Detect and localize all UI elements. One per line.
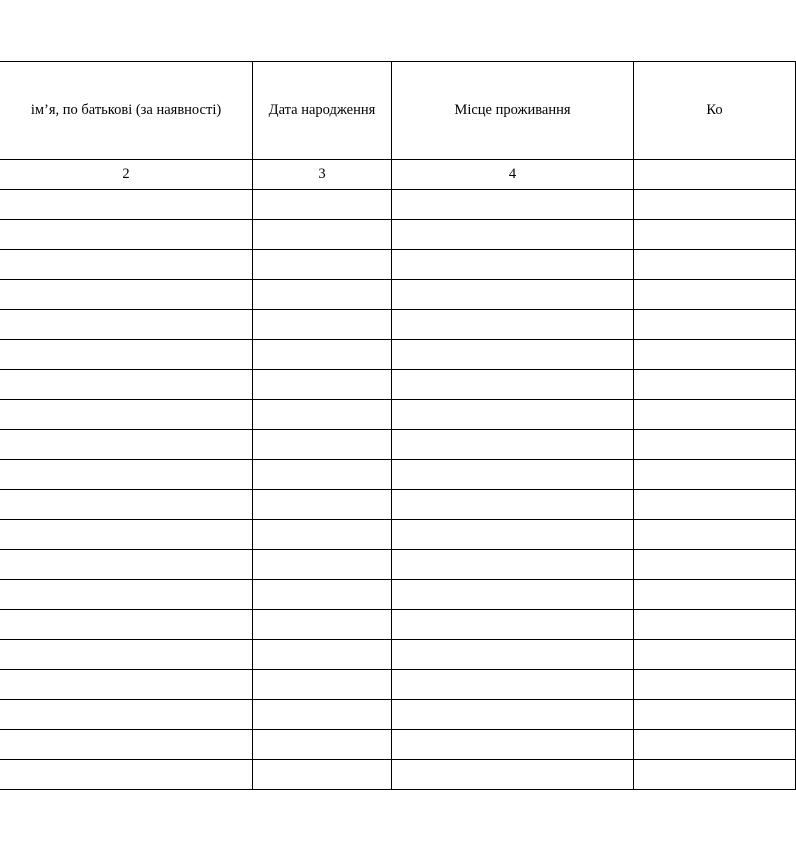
column-number-2: 2 bbox=[0, 160, 253, 190]
table-cell[interactable] bbox=[253, 400, 392, 430]
table-header-row bbox=[0, 62, 796, 160]
table-cell[interactable] bbox=[392, 370, 634, 400]
table-cell[interactable] bbox=[392, 310, 634, 340]
table-cell[interactable] bbox=[392, 520, 634, 550]
table-cell[interactable] bbox=[253, 730, 392, 760]
table-cell[interactable] bbox=[0, 550, 253, 580]
header-name-cell: ім’я, по батькові (за наявності) bbox=[0, 62, 253, 160]
table-row bbox=[0, 730, 796, 760]
table-cell[interactable] bbox=[0, 190, 253, 220]
table-row bbox=[0, 640, 796, 670]
table-row bbox=[0, 400, 796, 430]
table-cell[interactable] bbox=[634, 460, 796, 490]
table-cell[interactable] bbox=[253, 460, 392, 490]
table-cell[interactable] bbox=[392, 580, 634, 610]
header-birthdate-cell: Дата народження bbox=[253, 62, 392, 160]
table-cell[interactable] bbox=[0, 340, 253, 370]
table-cell[interactable] bbox=[634, 760, 796, 790]
table-cell[interactable] bbox=[634, 310, 796, 340]
table-cell[interactable] bbox=[392, 640, 634, 670]
table-cell[interactable] bbox=[0, 700, 253, 730]
table-cell[interactable] bbox=[392, 340, 634, 370]
table-cell[interactable] bbox=[634, 430, 796, 460]
table-cell[interactable] bbox=[253, 670, 392, 700]
table-cell[interactable] bbox=[0, 430, 253, 460]
table-row bbox=[0, 460, 796, 490]
table-cell[interactable] bbox=[392, 250, 634, 280]
table-cell[interactable] bbox=[0, 400, 253, 430]
table-cell[interactable] bbox=[392, 670, 634, 700]
column-number-5 bbox=[634, 160, 796, 190]
table-row bbox=[0, 280, 796, 310]
table-cell[interactable] bbox=[253, 280, 392, 310]
table-cell[interactable] bbox=[392, 610, 634, 640]
table-cell[interactable] bbox=[253, 610, 392, 640]
table-cell[interactable] bbox=[0, 760, 253, 790]
table-cell[interactable] bbox=[634, 280, 796, 310]
table-row bbox=[0, 580, 796, 610]
table-row bbox=[0, 220, 796, 250]
table-cell[interactable] bbox=[253, 640, 392, 670]
table-row bbox=[0, 550, 796, 580]
table-cell[interactable] bbox=[253, 760, 392, 790]
table-cell[interactable] bbox=[392, 460, 634, 490]
table-cell[interactable] bbox=[634, 670, 796, 700]
table-cell[interactable] bbox=[253, 490, 392, 520]
table-cell[interactable] bbox=[392, 700, 634, 730]
table-row bbox=[0, 190, 796, 220]
table-cell[interactable] bbox=[0, 490, 253, 520]
table-cell[interactable] bbox=[392, 280, 634, 310]
table-cell[interactable] bbox=[253, 520, 392, 550]
table-row bbox=[0, 340, 796, 370]
table-cell[interactable] bbox=[0, 580, 253, 610]
table-cell[interactable] bbox=[392, 190, 634, 220]
table-cell[interactable] bbox=[392, 400, 634, 430]
column-number-3: 3 bbox=[253, 160, 392, 190]
table-row bbox=[0, 370, 796, 400]
header-residence-cell: Місце проживання bbox=[392, 62, 634, 160]
table-cell[interactable] bbox=[253, 250, 392, 280]
table-row bbox=[0, 490, 796, 520]
table-cell[interactable] bbox=[392, 760, 634, 790]
registry-table bbox=[0, 61, 796, 790]
table-cell[interactable] bbox=[634, 190, 796, 220]
table-cell[interactable] bbox=[253, 370, 392, 400]
table-cell[interactable] bbox=[634, 370, 796, 400]
table-cell[interactable] bbox=[0, 670, 253, 700]
table-cell[interactable] bbox=[634, 730, 796, 760]
table-cell[interactable] bbox=[634, 520, 796, 550]
table-row bbox=[0, 700, 796, 730]
table-cell[interactable] bbox=[634, 490, 796, 520]
header-truncated-cell: Ко bbox=[634, 62, 796, 160]
table-cell[interactable] bbox=[0, 310, 253, 340]
table-cell[interactable] bbox=[392, 730, 634, 760]
table-cell[interactable] bbox=[634, 640, 796, 670]
table-row bbox=[0, 610, 796, 640]
column-number-4: 4 bbox=[392, 160, 634, 190]
table-cell[interactable] bbox=[253, 430, 392, 460]
table-cell[interactable] bbox=[634, 340, 796, 370]
table-cell[interactable] bbox=[0, 370, 253, 400]
table-cell[interactable] bbox=[253, 550, 392, 580]
table-row bbox=[0, 310, 796, 340]
table-row bbox=[0, 430, 796, 460]
table-cell[interactable] bbox=[0, 280, 253, 310]
table-cell[interactable] bbox=[392, 490, 634, 520]
table-cell[interactable] bbox=[634, 250, 796, 280]
table-cell[interactable] bbox=[392, 550, 634, 580]
table-row bbox=[0, 760, 796, 790]
table-cell[interactable] bbox=[253, 580, 392, 610]
table-cell[interactable] bbox=[0, 460, 253, 490]
table-cell[interactable] bbox=[0, 520, 253, 550]
table-row bbox=[0, 520, 796, 550]
table-cell[interactable] bbox=[253, 340, 392, 370]
table-cell[interactable] bbox=[0, 250, 253, 280]
column-number-row bbox=[0, 160, 796, 190]
table-cell[interactable] bbox=[253, 310, 392, 340]
table-cell[interactable] bbox=[634, 550, 796, 580]
table-cell[interactable] bbox=[253, 700, 392, 730]
table-cell[interactable] bbox=[253, 220, 392, 250]
table-row bbox=[0, 670, 796, 700]
table-cell[interactable] bbox=[634, 610, 796, 640]
table-cell[interactable] bbox=[0, 730, 253, 760]
table-cell[interactable] bbox=[634, 220, 796, 250]
table-cell[interactable] bbox=[634, 400, 796, 430]
table-cell[interactable] bbox=[0, 640, 253, 670]
table-cell[interactable] bbox=[253, 190, 392, 220]
table-cell[interactable] bbox=[634, 580, 796, 610]
table-row bbox=[0, 250, 796, 280]
table-cell[interactable] bbox=[0, 610, 253, 640]
table-cell[interactable] bbox=[392, 220, 634, 250]
table-cell[interactable] bbox=[634, 700, 796, 730]
table-cell[interactable] bbox=[0, 220, 253, 250]
table-cell[interactable] bbox=[392, 430, 634, 460]
